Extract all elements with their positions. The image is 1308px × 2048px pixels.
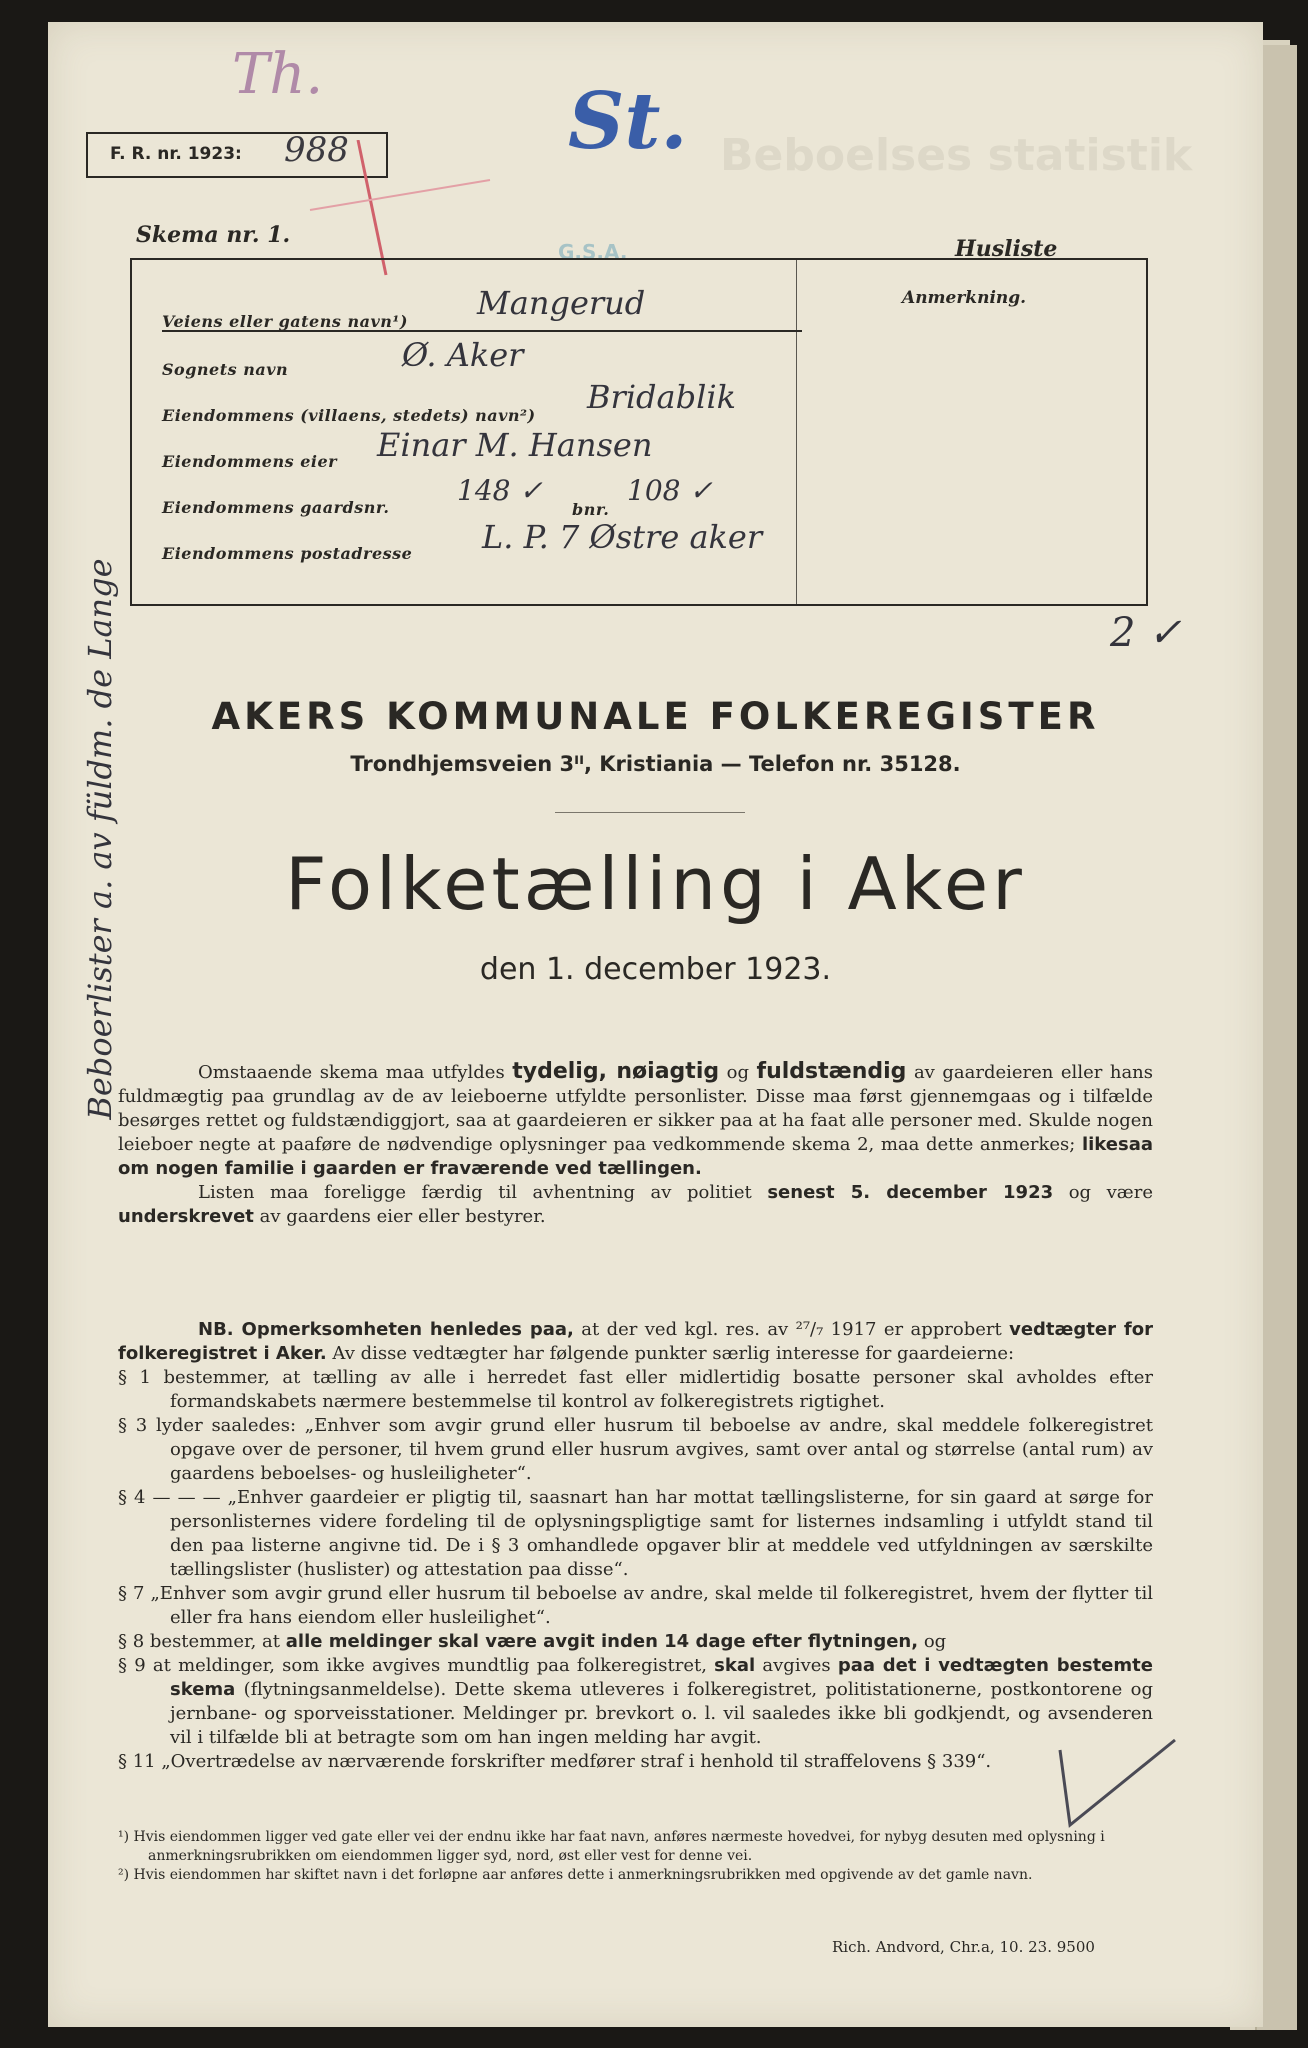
nb-lead-text: at der ved kgl. res. av ²⁷/₇ 1917 er approbert <box>581 1319 1002 1340</box>
fr-label: F. R. nr. 1923: <box>110 144 242 164</box>
nb-lead-bold-2: vedtægter for folkeregistret i Aker. <box>118 1319 1153 1364</box>
intro-text-body: av gaardeieren eller hans fuldmægtig paa grundlag av de av leieboerne utfyldte personlister. Disse maa først gjennemgaas og i tilfælde besørges rettet og fuldstændiggjort, saa at gaardeieren er sikker paa at ha faat alle personer med. Skulde nogen leieboer negte at paaføre de nødvendige oplysninger paa vedkommende skema 2, maa dette anmerkes; <box>118 1062 1154 1155</box>
deadline-date: senest 5. december 1923 <box>767 1182 1054 1203</box>
section-4: § 4 — — — „Enhver gaardeier er pligtig til, saasnart han har mottat tællingslisterne, for sin gaard at sørge for personlisternes videre fordeling til de oplysningspligtige samt for listernes indsamling i utfyldt stand til den paa listerne angivne tid. De i § 3 omhandlede opgaver blir at meddele ved utfyldningen av særskilte tællingslister (huslister) og attestation paa disse“. <box>118 1487 1153 1580</box>
footnote-1: ¹) Hvis eiendommen ligger ved gate eller vei der endnu ikke har faat navn, anføres nærmeste hovedvei, for nybyg desuten med oplysning i anmerkningsrubrikken om eiendommen ligger syd, nord, øst eller vest for denne vei. <box>118 1829 1105 1864</box>
gaardsnr-value: 148 ✓ <box>457 474 543 507</box>
fr-value: 988 <box>284 130 349 170</box>
footnotes <box>118 1828 1158 1885</box>
deadline-text-2: og være <box>1068 1182 1153 1203</box>
main-date: den 1. december 1923. <box>479 952 832 987</box>
street-label: Veiens eller gatens navn¹) <box>162 312 408 331</box>
property-form-box <box>130 258 1148 606</box>
regulations-paragraph <box>118 1318 1153 1774</box>
bnr-value: 108 ✓ <box>627 474 713 507</box>
intro-bold-1: tydelig, nøiagtig <box>512 1059 720 1084</box>
check-mark-large <box>1055 1730 1185 1830</box>
section-9-text-3: (flytningsanmeldelse). Dette skema utleveres i folkeregistret, politistationerne, postkontorene og jernbane- og sporveisstationer. Meldinger pr. brevkort o. l. vil saaledes ikke bli godkjendt, og avsenderen vil i tilfælde bli at betragte som om han ingen melding har avgit. <box>170 1679 1153 1748</box>
postal-address-label: Eiendommens postadresse <box>162 544 413 563</box>
parish-label: Sognets navn <box>162 360 289 379</box>
section-8 <box>118 1630 1153 1654</box>
skema-number: Skema nr. 1. <box>136 222 291 248</box>
pencil-mark-top: Th. <box>232 42 324 107</box>
owner-label: Eiendommens eier <box>162 452 338 471</box>
divider-rule <box>555 812 745 813</box>
deadline-text-3: av gaardens eier eller bestyrer. <box>259 1206 546 1227</box>
section-11: § 11 „Overtrædelse av nærværende forskrifter medfører straf i henhold til straffelovens § 339“. <box>118 1751 992 1772</box>
faint-show-through-text: Beboelses statistik <box>720 130 1193 181</box>
section-8-text-2: og <box>923 1631 947 1652</box>
intro-text-and: og <box>726 1062 749 1083</box>
nb-lead-text-2: Av disse vedtægter har følgende punkter særlig interesse for gaardeierne: <box>332 1343 1015 1364</box>
section-8-bold: alle meldinger skal være avgit inden 14 dage efter flytningen, <box>285 1631 919 1652</box>
intro-bold-3: likesaa om nogen familie i gaarden er fraværende ved tællingen. <box>118 1134 1153 1179</box>
section-9-bold-2: paa det i vedtægten bestemte skema <box>170 1655 1153 1700</box>
blue-mark: St. <box>568 76 688 167</box>
anmerkning-label: Anmerkning. <box>902 288 1027 308</box>
section-1: § 1 bestemmer, at tælling av alle i herredet fast eller midlertidig bosatte personer skal avholdes efter formandskabets nærmere bestemmelse til kontrol av folkeregistrets rigtighet. <box>118 1367 1153 1412</box>
nb-lead-bold: NB. Opmerksomheten henledes paa, <box>198 1319 574 1340</box>
section-9-bold: skal <box>714 1655 756 1676</box>
street-value: Mangerud <box>477 284 646 322</box>
organization-title: AKERS KOMMUNALE FOLKEREGISTER <box>211 695 1100 738</box>
husliste-label: Husliste <box>955 236 1058 262</box>
printer-imprint: Rich. Andvord, Chr.a, 10. 23. 9500 <box>832 1938 1095 1956</box>
owner-value: Einar M. Hansen <box>377 426 653 464</box>
organization-address: Trondhjemsveien 3ᴵᴵ, Kristiania — Telefon nr. 35128. <box>350 752 961 776</box>
deadline-signed: underskrevet <box>118 1206 254 1227</box>
section-7: § 7 „Enhver som avgir grund eller husrum til beboelse av andre, skal melde til folkeregistret, hvem der flytter til eller fra hans eiendom eller husleilighet“. <box>118 1583 1153 1628</box>
section-8-text: § 8 bestemmer, at <box>118 1631 281 1652</box>
faint-stamp: G.S.A. <box>558 240 628 264</box>
section-3: § 3 lyder saaledes: „Enhver som avgir grund eller husrum til beboelse av andre, skal meddele folkeregistret opgave over de personer, til hvem grund eller husrum avgives, samt over antal og størrelse (antal rum) av gaardens beboelses- og husleiligheter“. <box>118 1415 1153 1484</box>
postal-address-value: L. P. 7 Østre aker <box>482 518 763 556</box>
intro-bold-2: fuldstændig <box>756 1059 907 1084</box>
gaardsnr-label: Eiendommens gaardsnr. <box>162 498 390 517</box>
deadline-text: Listen maa foreligge færdig til avhentning av politiet <box>198 1182 752 1203</box>
section-9 <box>118 1654 1153 1750</box>
section-9-text: § 9 at meldinger, som ikke avgives mundtlig paa folkeregistret, <box>118 1655 707 1676</box>
side-handwritten-note: Beboerlister a. av füldm. de Lange <box>81 558 119 1120</box>
parish-value: Ø. Aker <box>402 336 524 374</box>
main-title: Folketælling i Aker <box>285 842 1026 926</box>
instructions-paragraph <box>118 1060 1153 1229</box>
form-divider <box>796 260 797 604</box>
margin-check-mark: 2 ✓ <box>1110 610 1182 656</box>
intro-text: Omstaaende skema maa utfyldes <box>198 1062 505 1083</box>
bnr-label: bnr. <box>572 500 610 519</box>
property-name-value: Bridablik <box>587 378 736 416</box>
footnote-2: ²) Hvis eiendommen har skiftet navn i det forløpne aar anføres dette i anmerkningsrubrikken med opgivende av det gamle navn. <box>118 1867 1033 1883</box>
property-name-label: Eiendommens (villaens, stedets) navn²) <box>162 406 536 425</box>
section-9-text-2: avgives <box>762 1655 831 1676</box>
